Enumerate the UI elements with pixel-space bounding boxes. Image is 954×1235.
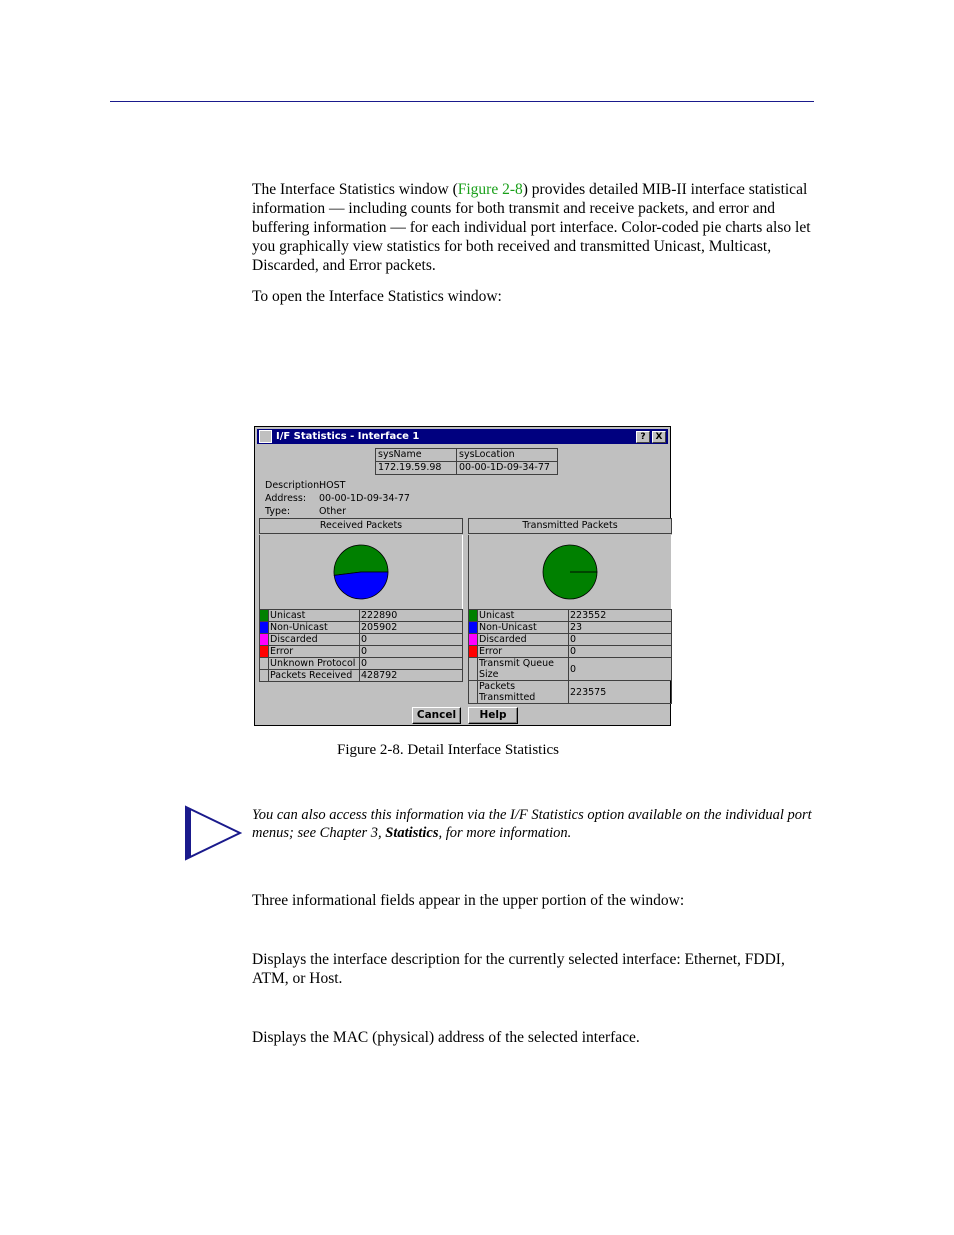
transmitted-row-value: 0 [569, 646, 672, 658]
table-row [469, 622, 672, 634]
transmitted-row-value: 23 [569, 622, 672, 634]
description-value: HOST [319, 480, 346, 491]
help-button[interactable]: Help [468, 707, 518, 724]
app-icon [259, 430, 272, 443]
transmitted-row-label: Non-Unicast [478, 622, 569, 634]
received-row-value: 0 [360, 634, 463, 646]
received-row-label: Unknown Protocol [269, 658, 360, 670]
transmitted-pie-area [468, 535, 672, 609]
received-swatch-2 [260, 634, 269, 646]
description-label: Description: [265, 480, 323, 491]
transmitted-row-label: Unicast [478, 610, 569, 622]
transmitted-swatch-5 [469, 681, 478, 704]
table-row [260, 610, 463, 622]
figure-link[interactable]: Figure 2-8 [457, 181, 523, 198]
received-row-value: 0 [360, 658, 463, 670]
received-panel [259, 518, 463, 680]
table-row [260, 622, 463, 634]
received-pie-chart [332, 543, 390, 601]
table-row [469, 658, 672, 681]
received-swatch-5 [260, 670, 269, 682]
received-row-label: Unicast [269, 610, 360, 622]
received-swatch-3 [260, 646, 269, 658]
transmitted-row-value: 0 [569, 658, 672, 681]
window-title: I/F Statistics - Interface 1 [276, 431, 420, 442]
type-row [265, 505, 346, 518]
note-icon [184, 803, 242, 868]
title-bar[interactable] [257, 429, 668, 444]
header-rule [110, 101, 814, 102]
received-stats-table [259, 609, 463, 682]
transmitted-row-label: Transmit Queue Size [478, 658, 569, 681]
transmitted-row-label: Error [478, 646, 569, 658]
table-row [260, 670, 463, 682]
table-row [469, 681, 672, 704]
received-slice-unicast [334, 545, 388, 575]
table-row [260, 658, 463, 670]
received-swatch-1 [260, 622, 269, 634]
table-row [260, 634, 463, 646]
transmitted-swatch-2 [469, 634, 478, 646]
transmitted-row-label: Packets Transmitted [478, 681, 569, 704]
received-row-value: 428792 [360, 670, 463, 682]
statistics-emphasis: Statistics [385, 825, 439, 841]
intro-paragraph: The Interface Statistics window (Figure 2-8) provides detailed MIB-II interface statistical information — including counts for both transmit and receive packets, and error and buffering information — for each individual port interface. Color-coded pie charts also let you graphically view statistics for both received and transmitted Unicast, Multicast, Discarded, and Error packets. [252, 181, 811, 274]
address-label: Address: [265, 493, 307, 504]
cancel-button[interactable]: Cancel [412, 707, 461, 724]
received-header: Received Packets [259, 518, 463, 534]
fields-intro: Three informational fields appear in the upper portion of the window: [252, 892, 685, 909]
received-row-label: Packets Received [269, 670, 360, 682]
transmitted-swatch-4 [469, 658, 478, 681]
received-pie-area [259, 535, 463, 609]
help-title-button[interactable]: ? [636, 431, 650, 443]
transmitted-row-value: 223575 [569, 681, 672, 704]
syslocation-label: sysLocation [457, 449, 558, 462]
received-row-label: Non-Unicast [269, 622, 360, 634]
received-swatch-0 [260, 610, 269, 622]
received-row-label: Error [269, 646, 360, 658]
if-statistics-window [254, 426, 671, 726]
transmitted-row-value: 0 [569, 634, 672, 646]
transmitted-swatch-3 [469, 646, 478, 658]
type-value: Other [319, 506, 346, 517]
syslocation-value: 00-00-1D-09-34-77 [457, 462, 558, 475]
address-paragraph: Displays the MAC (physical) address of the selected interface. [252, 1029, 640, 1046]
table-row [260, 646, 463, 658]
transmitted-pie-chart [541, 543, 599, 601]
table-row [469, 646, 672, 658]
description-row [265, 479, 346, 492]
table-row [469, 610, 672, 622]
open-instructions: To open the Interface Statistics window: [252, 288, 502, 305]
sysname-label: sysName [376, 449, 457, 462]
sysname-value: 172.19.59.98 [376, 462, 457, 475]
transmitted-panel [468, 518, 672, 703]
table-row [469, 634, 672, 646]
transmitted-swatch-1 [469, 622, 478, 634]
system-info-table [375, 448, 558, 475]
received-swatch-4 [260, 658, 269, 670]
type-label: Type: [265, 506, 291, 517]
description-paragraph: Displays the interface description for the currently selected interface: Ethernet, FDDI, ATM, or Host. [252, 951, 785, 987]
figure-caption: Figure 2-8. Detail Interface Statistics [337, 742, 560, 758]
address-value: 00-00-1D-09-34-77 [319, 493, 410, 504]
received-row-value: 0 [360, 646, 463, 658]
received-row-label: Discarded [269, 634, 360, 646]
transmitted-stats-table [468, 609, 672, 704]
transmitted-row-value: 223552 [569, 610, 672, 622]
address-row [265, 492, 410, 505]
transmitted-swatch-0 [469, 610, 478, 622]
received-row-value: 205902 [360, 622, 463, 634]
note-text: You can also access this information via the I/F Statistics option available on the individual port menus; see Chapter 3, Statistics, for more information. [252, 807, 812, 841]
received-row-value: 222890 [360, 610, 463, 622]
received-slice-non-unicast [334, 572, 388, 599]
transmitted-row-label: Discarded [478, 634, 569, 646]
close-button[interactable]: X [652, 431, 666, 443]
transmitted-header: Transmitted Packets [468, 518, 672, 534]
